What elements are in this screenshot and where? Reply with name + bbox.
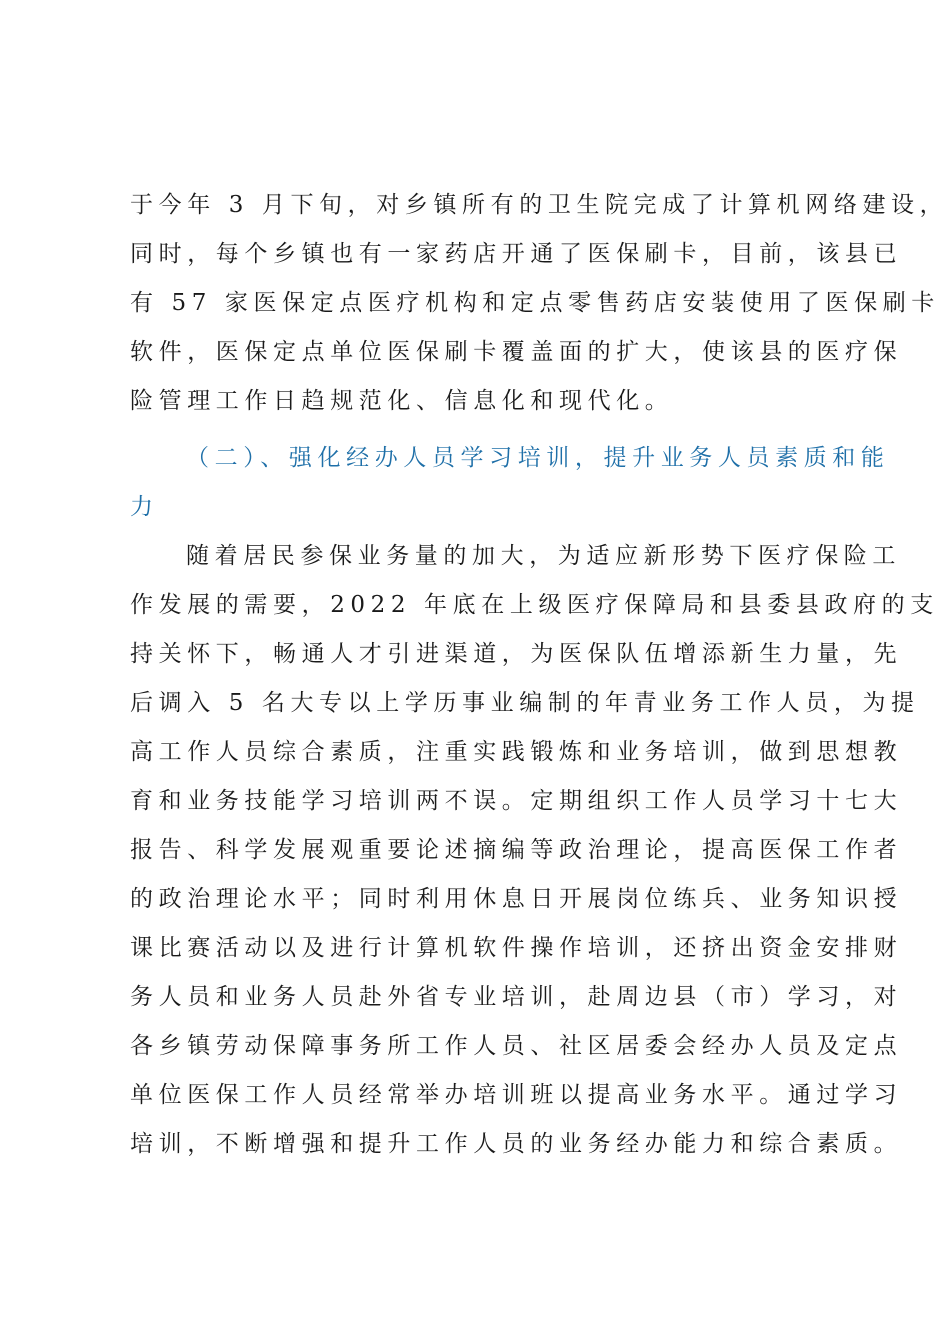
text-line: 险管理工作日趋规范化、信息化和现代化。 — [130, 388, 674, 414]
text-line: 育和业务技能学习培训两不误。定期组织工作人员学习十七大 — [130, 788, 903, 814]
text-line: 培训，不断增强和提升工作人员的业务经办能力和综合素质。 — [130, 1131, 903, 1157]
text-line: 持关怀下，畅通人才引进渠道，为医保队伍增添新生力量，先 — [130, 641, 903, 667]
text-line: 务人员和业务人员赴外省专业培训，赴周边县（市）学习，对 — [130, 984, 903, 1010]
text-line: 于今年 3 月下旬，对乡镇所有的卫生院完成了计算机网络建设， — [130, 192, 949, 218]
paragraph-computer-network — [130, 181, 949, 426]
text-line: 的政治理论水平；同时利用休息日开展岗位练兵、业务知识授 — [130, 886, 903, 912]
text-line: 报告、科学发展观重要论述摘编等政治理论，提高医保工作者 — [130, 837, 903, 863]
paragraph-staff-training — [130, 532, 939, 1169]
text-line: 作发展的需要，2022 年底在上级医疗保障局和县委县政府的支 — [130, 592, 939, 618]
text-line: 同时，每个乡镇也有一家药店开通了医保刷卡，目前，该县已 — [130, 241, 903, 267]
heading-line: （二）、强化经办人员学习培训，提升业务人员素质和能 — [186, 445, 890, 471]
text-line: 软件，医保定点单位医保刷卡覆盖面的扩大，使该县的医疗保 — [130, 339, 903, 365]
text-line: 后调入 5 名大专以上学历事业编制的年青业务工作人员，为提 — [130, 690, 920, 716]
text-line: 课比赛活动以及进行计算机软件操作培训，还挤出资金安排财 — [130, 935, 903, 961]
text-line: 高工作人员综合素质，注重实践锻炼和业务培训，做到思想教 — [130, 739, 903, 765]
text-line: 有 57 家医保定点医疗机构和定点零售药店安装使用了医保刷卡 — [130, 290, 940, 316]
text-line: 随着居民参保业务量的加大，为适应新形势下医疗保险工 — [186, 543, 901, 569]
section-heading — [130, 434, 890, 532]
heading-line: 力 — [130, 494, 159, 520]
text-line: 单位医保工作人员经常举办培训班以提高业务水平。通过学习 — [130, 1082, 903, 1108]
text-line: 各乡镇劳动保障事务所工作人员、社区居委会经办人员及定点 — [130, 1033, 903, 1059]
